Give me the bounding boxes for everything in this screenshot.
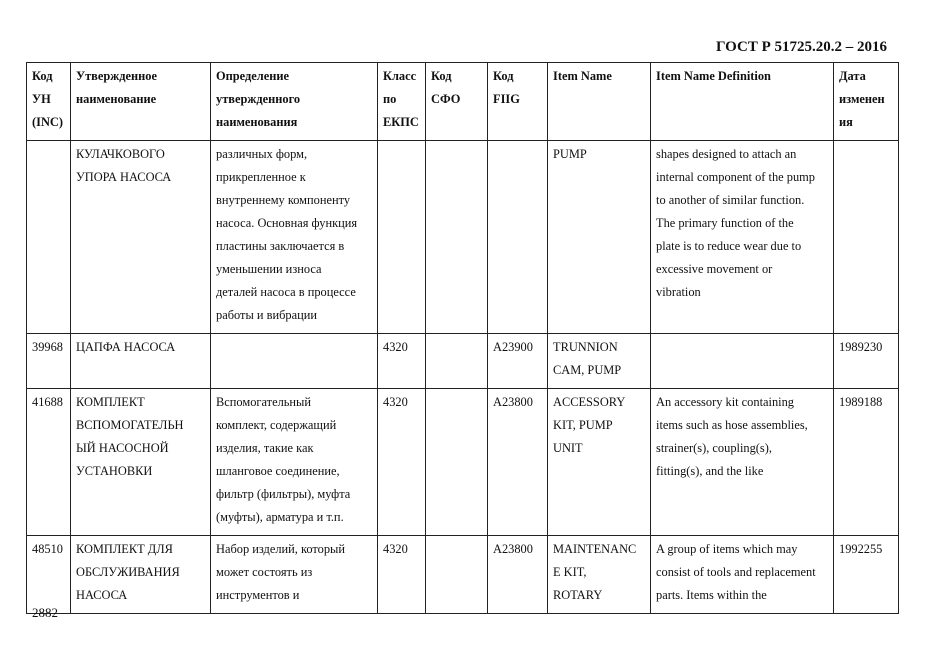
column-header-change-date-line: изменен [839,92,885,106]
cell-ekps-class [378,536,426,614]
cell-definition-ru [211,334,378,389]
cell-name-ru [71,536,211,614]
cell-item-name-definition-line: An accessory kit containing [656,395,794,409]
column-header-inc [27,63,71,141]
cell-ekps-class [378,334,426,389]
cell-fiig-code-line: A23800 [493,395,533,409]
column-header-sfo-code [426,63,488,141]
cell-definition-ru-line: комплект, содержащий [216,418,337,432]
column-header-change-date-line: Дата [839,69,866,83]
cell-definition-ru-line: (муфты), арматура и т.п. [216,510,344,524]
cell-change-date-line: 1989188 [839,395,883,409]
cell-definition-ru [211,389,378,536]
cell-definition-ru-line: прикрепленное к [216,170,306,184]
table-header-row [27,63,899,141]
cell-sfo-code [426,334,488,389]
document-code: ГОСТ Р 51725.20.2 – 2016 [715,39,887,55]
cell-item-name-definition-line: strainer(s), coupling(s), [656,441,772,455]
cell-fiig-code [488,334,548,389]
cell-inc [27,141,71,334]
column-header-name-ru-line: наименование [76,92,157,106]
cell-item-name-line: TRUNNION [553,340,618,354]
column-header-fiig-code [488,63,548,141]
cell-item-name-definition [651,389,834,536]
cell-change-date [834,536,899,614]
cell-definition-ru-line: изделия, такие как [216,441,314,455]
cell-fiig-code [488,389,548,536]
cell-fiig-code [488,536,548,614]
cell-definition-ru-line: уменьшении износа [216,262,322,276]
cell-item-name-line: ROTARY [553,588,603,602]
column-header-change-date [834,63,899,141]
cell-item-name-definition [651,536,834,614]
column-header-inc-line: (INC) [32,115,63,129]
cell-definition-ru-line: Вспомогательный [216,395,311,409]
cell-inc-line: 39968 [32,340,63,354]
cell-item-name [548,334,651,389]
table-row [27,141,899,334]
cell-item-name-definition-line: internal component of the pump [656,170,815,184]
cell-fiig-code [488,141,548,334]
cell-fiig-code-line: A23800 [493,542,533,556]
column-header-ekps-class-line: ЕКПС [383,115,419,129]
cell-change-date [834,141,899,334]
cell-item-name-definition-line: consist of tools and replacement [656,565,816,579]
cell-item-name-definition-line: to another of similar function. [656,193,805,207]
cell-item-name-definition-line: A group of items which may [656,542,798,556]
column-header-fiig-code-line: Код [493,69,514,83]
column-header-item-name-line: Item Name [553,69,612,83]
cell-item-name-definition [651,334,834,389]
cell-name-ru-line: НАСОСА [76,588,128,602]
cell-definition-ru-line: инструментов и [216,588,300,602]
column-header-ekps-class [378,63,426,141]
page-number: 2882 [32,605,58,620]
cell-definition-ru-line: может состоять из [216,565,313,579]
column-header-fiig-code-line: FIIG [493,92,520,106]
cell-name-ru-line: КУЛАЧКОВОГО [76,147,165,161]
cell-definition-ru [211,536,378,614]
cell-fiig-code-line: A23900 [493,340,533,354]
cell-item-name-definition-line: fitting(s), and the like [656,464,764,478]
column-header-definition-ru-line: наименования [216,115,298,129]
cell-definition-ru [211,141,378,334]
cell-change-date-line: 1992255 [839,542,883,556]
cell-item-name-line: UNIT [553,441,583,455]
cell-name-ru [71,141,211,334]
cell-inc [27,334,71,389]
cell-item-name-line: MAINTENANC [553,542,637,556]
column-header-item-name-definition-line: Item Name Definition [656,69,771,83]
table-row [27,536,899,614]
cell-name-ru-line: ВСПОМОГАТЕЛЬН [76,418,184,432]
cell-change-date [834,334,899,389]
cell-sfo-code [426,536,488,614]
column-header-definition-ru-line: Определение [216,69,290,83]
cell-ekps-class [378,389,426,536]
table-row [27,334,899,389]
column-header-definition-ru [211,63,378,141]
cell-definition-ru-line: деталей насоса в процессе [216,285,356,299]
column-header-name-ru-line: Утвержденное [76,69,157,83]
column-header-ekps-class-line: Класс [383,69,417,83]
cell-name-ru-line: КОМПЛЕКТ [76,395,145,409]
cell-ekps-class [378,141,426,334]
cell-item-name [548,141,651,334]
cell-name-ru-line: УПОРА НАСОСА [76,170,172,184]
column-header-ekps-class-line: по [383,92,397,106]
cell-item-name-definition-line: parts. Items within the [656,588,767,602]
cell-change-date [834,389,899,536]
cell-name-ru-line: КОМПЛЕКТ ДЛЯ [76,542,173,556]
cell-definition-ru-line: шланговое соединение, [216,464,340,478]
cell-inc [27,536,71,614]
cell-inc-line: 41688 [32,395,63,409]
cell-item-name-definition-line: The primary function of the [656,216,794,230]
cell-name-ru-line: ЦАПФА НАСОСА [76,340,176,354]
cell-item-name-definition-line: vibration [656,285,701,299]
cell-item-name [548,536,651,614]
cell-item-name-line: KIT, PUMP [553,418,613,432]
cell-name-ru-line: УСТАНОВКИ [76,464,153,478]
column-header-change-date-line: ия [839,115,853,129]
cell-item-name-line: CAM, PUMP [553,363,622,377]
cell-name-ru-line: ОБСЛУЖИВАНИЯ [76,565,180,579]
column-header-sfo-code-line: Код [431,69,452,83]
cell-name-ru-line: ЫЙ НАСОСНОЙ [76,441,169,455]
cell-name-ru [71,389,211,536]
cell-change-date-line: 1989230 [839,340,883,354]
cell-definition-ru-line: фильтр (фильтры), муфта [216,487,351,501]
column-header-definition-ru-line: утвержденного [216,92,301,106]
cell-name-ru [71,334,211,389]
cell-definition-ru-line: насоса. Основная функция [216,216,358,230]
cell-item-name-definition-line: excessive movement or [656,262,773,276]
column-header-inc-line: УН [32,92,51,106]
column-header-name-ru [71,63,211,141]
cell-definition-ru-line: работы и вибрации [216,308,317,322]
cell-definition-ru-line: внутреннему компоненту [216,193,351,207]
column-header-inc-line: Код [32,69,53,83]
classifier-table [26,62,899,614]
cell-item-name-line: ACCESSORY [553,395,626,409]
column-header-sfo-code-line: СФО [431,92,461,106]
table-body [27,141,899,614]
cell-inc [27,389,71,536]
cell-item-name-definition-line: plate is to reduce wear due to [656,239,802,253]
cell-item-name-line: PUMP [553,147,587,161]
cell-sfo-code [426,389,488,536]
cell-item-name-definition-line: shapes designed to attach an [656,147,797,161]
cell-ekps-class-line: 4320 [383,340,408,354]
cell-definition-ru-line: Набор изделий, который [216,542,346,556]
cell-item-name-definition [651,141,834,334]
cell-inc-line: 48510 [32,542,63,556]
cell-ekps-class-line: 4320 [383,542,408,556]
table-row [27,389,899,536]
cell-item-name [548,389,651,536]
cell-ekps-class-line: 4320 [383,395,408,409]
cell-definition-ru-line: различных форм, [216,147,308,161]
cell-item-name-line: E KIT, [553,565,587,579]
column-header-item-name-definition [651,63,834,141]
cell-definition-ru-line: пластины заключается в [216,239,345,253]
cell-sfo-code [426,141,488,334]
cell-item-name-definition-line: items such as hose assemblies, [656,418,808,432]
column-header-item-name [548,63,651,141]
